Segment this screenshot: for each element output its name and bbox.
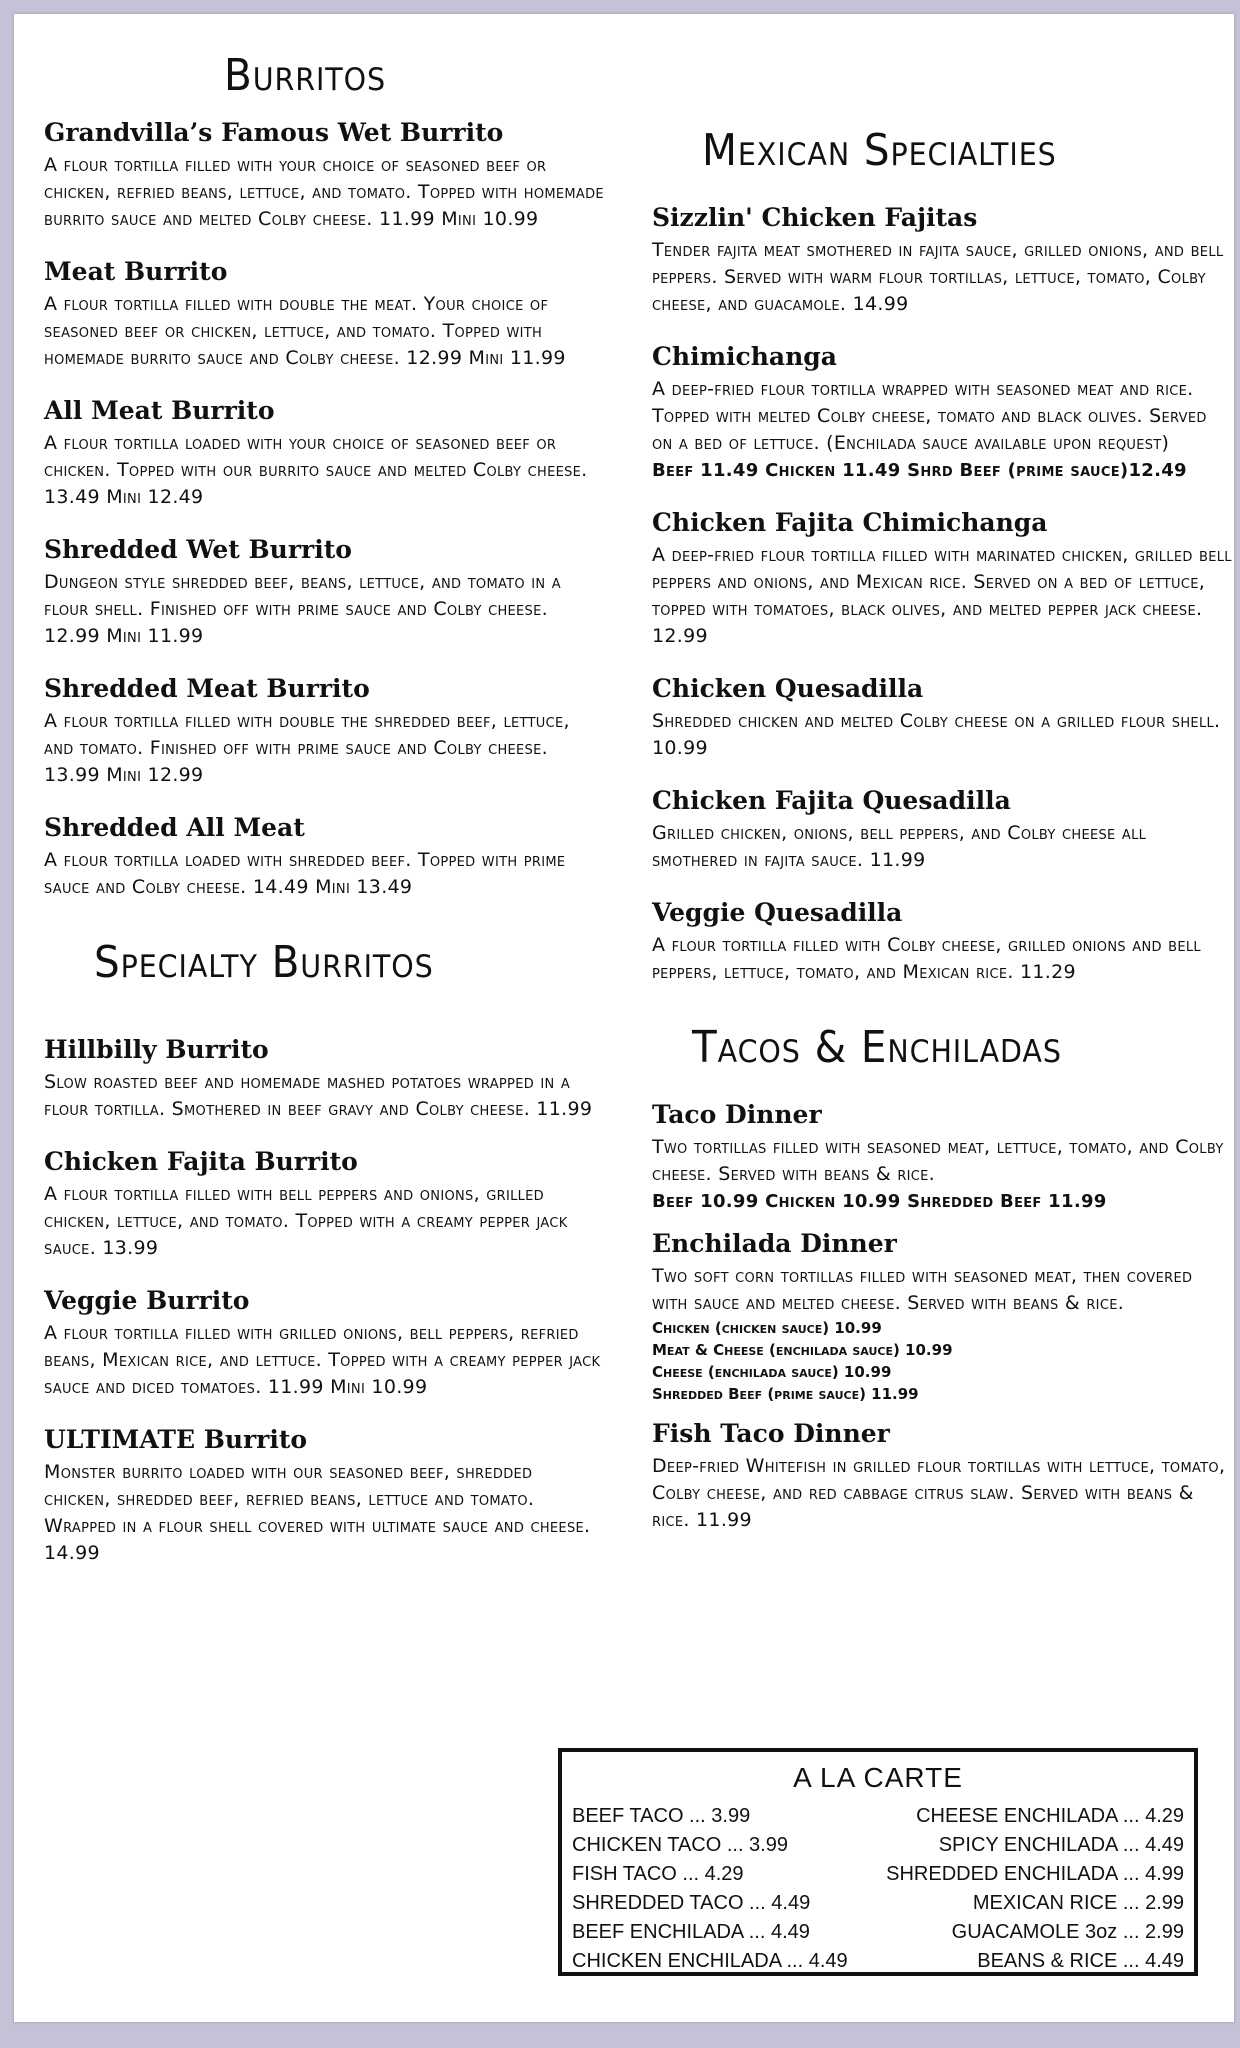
menu-item [652,898,1232,986]
menu-item [652,508,1232,650]
item-name: Chicken Fajita Chimichanga [652,508,1048,537]
menu-item [652,1419,1232,1534]
a-la-carte-title: A LA CARTE [793,1762,963,1793]
item-description: A flour tortilla loaded with shredded beef. Topped with prime sauce and Colby cheese. 14.49 Mini 13.49 [44,849,566,898]
a-la-carte-item: BEANS & RICE ... 4.49 [977,1950,1184,1972]
a-la-carte-box [558,1748,1198,1976]
a-la-carte-item: SHREDDED TACO ... 4.49 [572,1892,811,1914]
a-la-carte-item: CHICKEN ENCHILADA ... 4.49 [572,1950,848,1972]
menu-item [44,1286,604,1401]
menu-item [652,203,1232,318]
menu-item [44,535,604,650]
item-name: All Meat Burrito [44,396,275,425]
item-description: A flour tortilla filled with grilled onions, bell peppers, refried beans, Mexican rice, and lettuce. Topped with a creamy pepper jack sauce and diced tomatoes. 11.99 Mini 10.99 [44,1322,601,1398]
item-name: Taco Dinner [652,1100,822,1129]
item-description: A deep-fried flour tortilla wrapped with seasoned meat and rice. Topped with melted Colby cheese, tomato and black olives. Served on a bed of lettuce. (Enchilada sauce available upon request) [652,378,1207,454]
item-name: Shredded Wet Burrito [44,535,352,564]
item-description: Slow roasted beef and homemade mashed potatoes wrapped in a flour tortilla. Smothered in beef gravy and Colby cheese. 11.99 [44,1071,593,1120]
a-la-carte-item: CHEESE ENCHILADA ... 4.29 [916,1805,1184,1827]
menu-item [44,674,604,789]
left-column [44,50,604,1591]
a-la-carte-item: GUACAMOLE 3oz ... 2.99 [951,1921,1184,1943]
a-la-carte-item: BEEF ENCHILADA ... 4.49 [572,1921,810,1943]
item-description: Monster burrito loaded with our seasoned beef, shredded chicken, shredded beef, refried beans, lettuce and tomato. Wrapped in a flour shell covered with ultimate sauce and cheese. 14.99 [44,1461,591,1564]
menu-page [14,14,1234,2022]
mexican-specialties-heading: Mexican Specialties [702,125,1057,176]
menu-item [44,257,604,372]
menu-item [44,1035,604,1123]
item-name: Fish Taco Dinner [652,1419,890,1448]
a-la-carte-item: BEEF TACO ... 3.99 [572,1805,751,1827]
item-description: A flour tortilla filled with double the meat. Your choice of seasoned beef or chicken, lettuce, and tomato. Topped with homemade burrito sauce and Colby cheese. 12.99 Mini 11.99 [44,293,566,369]
menu-item [652,1100,1232,1215]
item-description: Tender fajita meat smothered in fajita sauce, grilled onions, and bell peppers. Served with warm flour tortillas, lettuce, tomato, Colby cheese, and guacamole. 14.99 [652,239,1224,315]
menu-item [44,396,604,511]
item-description: Two tortillas filled with seasoned meat, lettuce, tomato, and Colby cheese. Served with beans & rice. [652,1136,1224,1185]
item-prices: Beef 10.99 Chicken 10.99 Shredded Beef 11.99 [652,1191,1107,1212]
a-la-carte-item: CHICKEN TACO ... 3.99 [572,1834,788,1856]
menu-item [44,1425,604,1567]
menu-item [44,813,604,901]
price-line: Shredded Beef (prime sauce) 11.99 [652,1385,919,1403]
a-la-carte-item: FISH TACO ... 4.29 [572,1863,744,1885]
item-description: Deep-fried Whitefish in grilled flour tortillas with lettuce, tomato, Colby cheese, and red cabbage citrus slaw. Served with beans & rice. 11.99 [652,1455,1226,1531]
item-name: Enchilada Dinner [652,1229,897,1258]
item-description: A flour tortilla filled with Colby cheese, grilled onions and bell peppers, lettuce, tomato, and Mexican rice. 11.29 [652,934,1201,983]
menu-item [652,342,1232,484]
item-name: Shredded Meat Burrito [44,674,370,703]
a-la-carte-grid [562,1802,1194,1976]
item-name: Meat Burrito [44,257,228,286]
a-la-carte-item: SPICY ENCHILADA ... 4.49 [938,1834,1184,1856]
item-name: Chicken Fajita Burrito [44,1147,358,1176]
price-line: Meat & Cheese (enchilada sauce) 10.99 [652,1341,953,1359]
item-description: A deep-fried flour tortilla filled with marinated chicken, grilled bell peppers and onions, and Mexican rice. Served on a bed of lettuce, topped with tomatoes, black olives, and melted pepper jack cheese. 12.99 [652,544,1232,647]
item-name: Veggie Quesadilla [652,898,903,927]
price-line: Cheese (enchilada sauce) 10.99 [652,1363,892,1381]
a-la-carte-item: MEXICAN RICE ... 2.99 [972,1892,1184,1914]
item-description: A flour tortilla filled with your choice of seasoned beef or chicken, refried beans, lettuce, and tomato. Topped with homemade burrito sauce and melted Colby cheese. 11.99 Mini 10.99 [44,154,604,230]
tacos-enchiladas-heading: Tacos & Enchiladas [692,1022,1062,1073]
item-name: Chicken Quesadilla [652,674,924,703]
item-name: ULTIMATE Burrito [44,1425,308,1454]
item-description: Shredded chicken and melted Colby cheese on a grilled flour shell. 10.99 [652,710,1221,759]
item-name: Veggie Burrito [44,1286,250,1315]
menu-item [44,1147,604,1262]
item-name: Chimichanga [652,342,837,371]
a-la-carte-right-column [886,1802,1184,1976]
item-description: A flour tortilla filled with double the shredded beef, lettuce, and tomato. Finished off with prime sauce and Colby cheese. 13.99 Mini 12.99 [44,710,570,786]
item-name: Shredded All Meat [44,813,305,842]
menu-item [44,118,604,233]
item-description: A flour tortilla filled with bell peppers and onions, grilled chicken, lettuce, and tomato. Topped with a creamy pepper jack sauce. 13.99 [44,1183,568,1259]
item-name: Sizzlin' Chicken Fajitas [652,203,978,232]
specialty-burritos-heading: Specialty Burritos [94,937,434,988]
item-name: Chicken Fajita Quesadilla [652,786,1011,815]
burritos-heading: Burritos [224,50,387,101]
right-column [652,125,1232,1558]
menu-item [652,786,1232,874]
item-description: Dungeon style shredded beef, beans, lettuce, and tomato in a flour shell. Finished off with prime sauce and Colby cheese. 12.99 Mini 11.99 [44,571,561,647]
item-name: Grandvilla’s Famous Wet Burrito [44,118,504,147]
a-la-carte-item: SHREDDED ENCHILADA ... 4.99 [886,1863,1184,1885]
a-la-carte-left-column [572,1802,848,1976]
menu-item [652,674,1232,762]
enchilada-price-list [652,1317,1232,1405]
item-description: A flour tortilla loaded with your choice of seasoned beef or chicken. Topped with our burrito sauce and melted Colby cheese. 13.49 Mini 12.49 [44,432,588,508]
item-name: Hillbilly Burrito [44,1035,269,1064]
price-line: Chicken (chicken sauce) 10.99 [652,1319,882,1337]
item-prices: Beef 11.49 Chicken 11.49 Shrd Beef (prime sauce)12.49 [652,460,1187,481]
menu-item [652,1229,1232,1405]
item-description: Two soft corn tortillas filled with seasoned meat, then covered with sauce and melted cheese. Served with beans & rice. [652,1265,1193,1314]
item-description: Grilled chicken, onions, bell peppers, and Colby cheese all smothered in fajita sauce. 11.99 [652,822,1147,871]
